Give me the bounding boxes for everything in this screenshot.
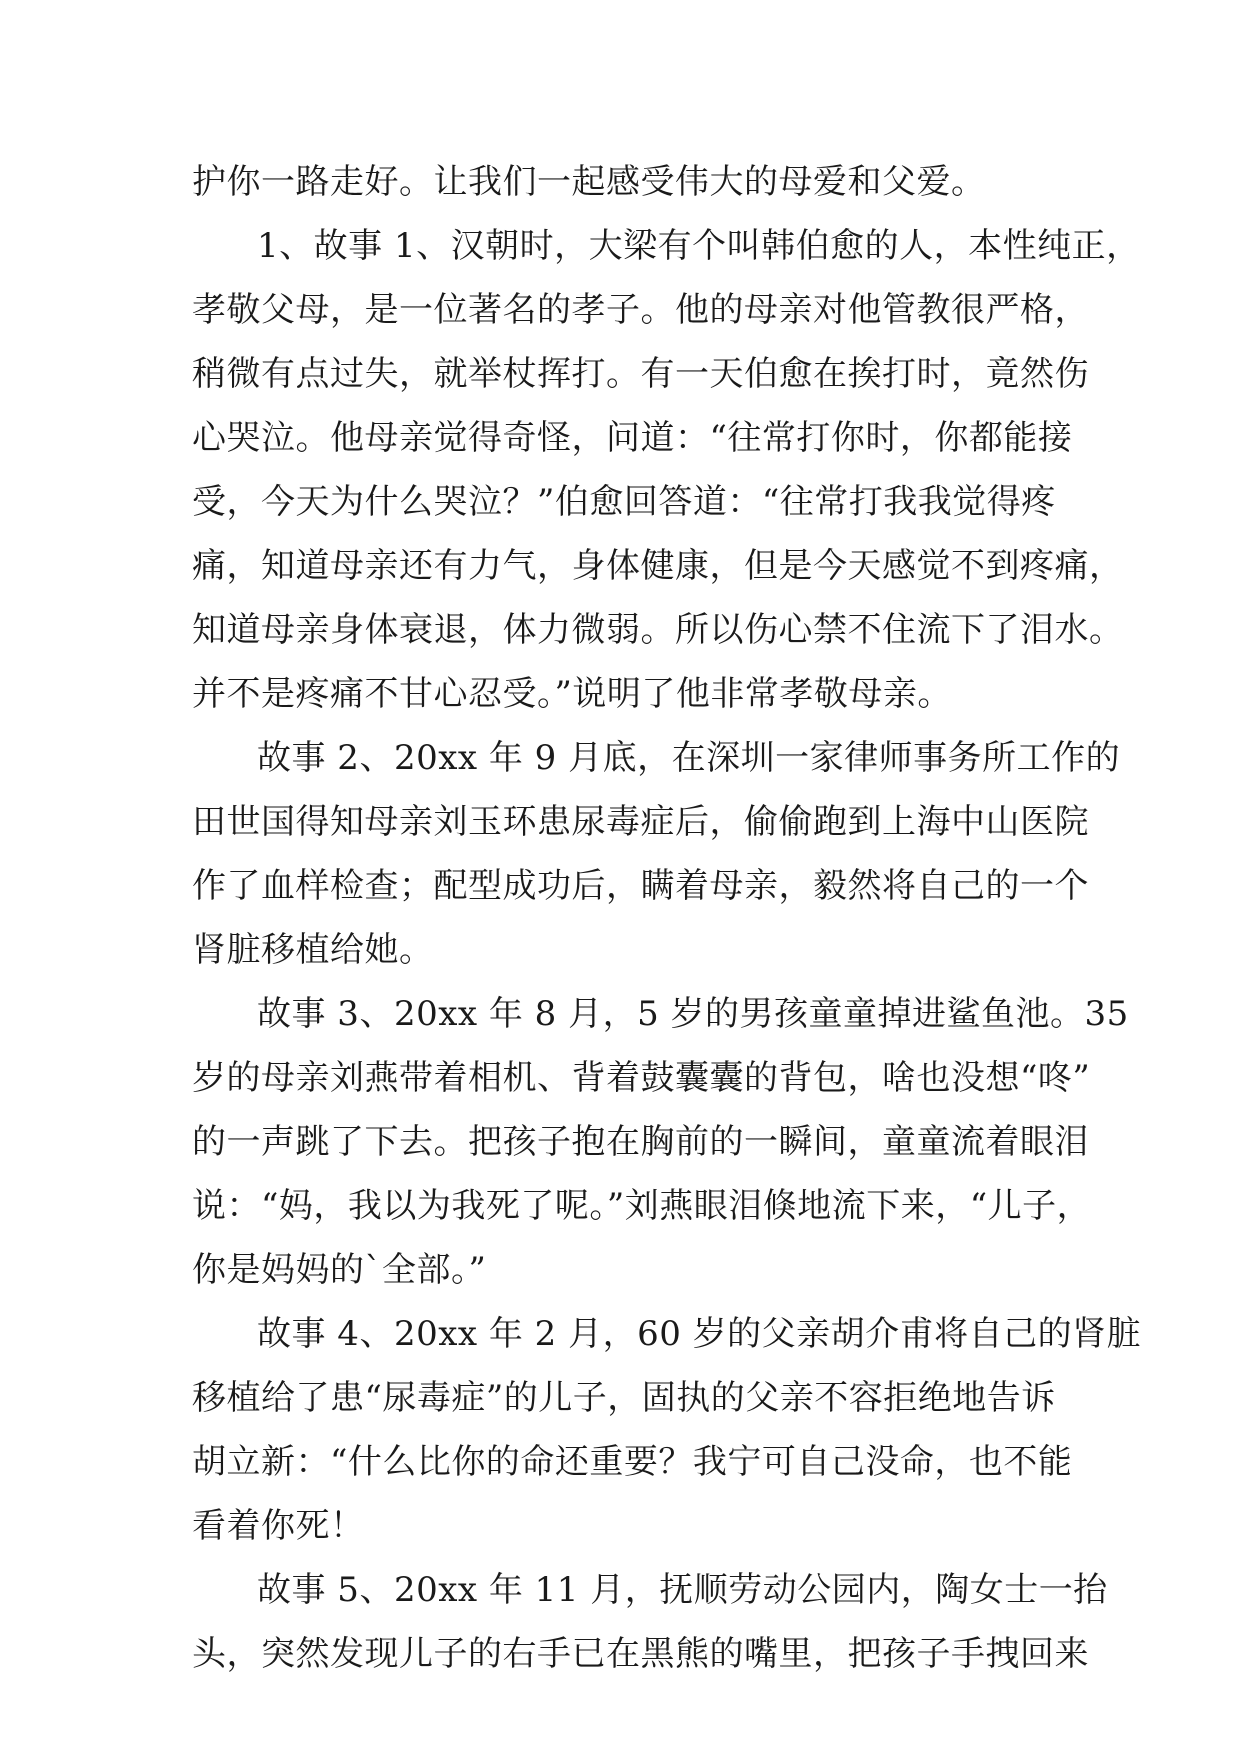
paragraph-5-first-line: 故事 5、20xx 年 11 月，抚顺劳动公园内，陶女士一抬: [257, 1570, 1108, 1610]
text-line: 移植给了患“尿毒症”的儿子，固执的父亲不容拒绝地告诉: [192, 1378, 1056, 1418]
text-line: 看着你死！: [192, 1506, 365, 1546]
text-line: 的一声跳了下去。把孩子抱在胸前的一瞬间，童童流着眼泪: [192, 1122, 1089, 1162]
text-line: 岁的母亲刘燕带着相机、背着鼓囊囊的背包，啥也没想“咚”: [192, 1058, 1091, 1098]
text-line: 胡立新：“什么比你的命还重要？我宁可自己没命，也不能: [192, 1442, 1073, 1482]
text-line: 痛，知道母亲还有力气，身体健康，但是今天感觉不到疼痛，: [192, 546, 1124, 586]
text-line: 并不是疼痛不甘心忍受。”说明了他非常孝敬母亲。: [192, 674, 952, 714]
paragraph-4-first-line: 故事 4、20xx 年 2 月，60 岁的父亲胡介甫将自己的肾脏: [257, 1314, 1142, 1354]
text-line: 知道母亲身体衰退，体力微弱。所以伤心禁不住流下了泪水。: [192, 610, 1124, 650]
text-line: 稍微有点过失，就举杖挥打。有一天伯愈在挨打时，竟然伤: [192, 354, 1089, 394]
paragraph-1-first-line: 1、故事 1、汉朝时，大梁有个叫韩伯愈的人，本性纯正，: [257, 226, 1141, 266]
text-line: 心哭泣。他母亲觉得奇怪，问道：“往常打你时，你都能接: [192, 418, 1073, 458]
paragraph-3-first-line: 故事 3、20xx 年 8 月，5 岁的男孩童童掉进鲨鱼池。35: [257, 994, 1129, 1034]
text-line: 护你一路走好。让我们一起感受伟大的母爱和父爱。: [192, 162, 986, 202]
text-line: 肾脏移植给她。: [192, 930, 434, 970]
text-line: 孝敬父母，是一位著名的孝子。他的母亲对他管教很严格，: [192, 290, 1089, 330]
text-line: 说：“妈，我以为我死了呢。”刘燕眼泪倏地流下来，“儿子，: [192, 1186, 1092, 1226]
paragraph-2-first-line: 故事 2、20xx 年 9 月底，在深圳一家律师事务所工作的: [257, 738, 1121, 778]
text-line: 田世国得知母亲刘玉环患尿毒症后，偷偷跑到上海中山医院: [192, 802, 1089, 842]
text-line: 你是妈妈的`全部。”: [192, 1250, 487, 1290]
text-line: 头，突然发现儿子的右手已在黑熊的嘴里，把孩子手拽回来: [192, 1634, 1089, 1674]
text-line: 受，今天为什么哭泣？”伯愈回答道：“往常打我我觉得疼: [192, 482, 1056, 522]
text-line: 作了血样检查；配型成功后，瞒着母亲，毅然将自己的一个: [192, 866, 1089, 906]
